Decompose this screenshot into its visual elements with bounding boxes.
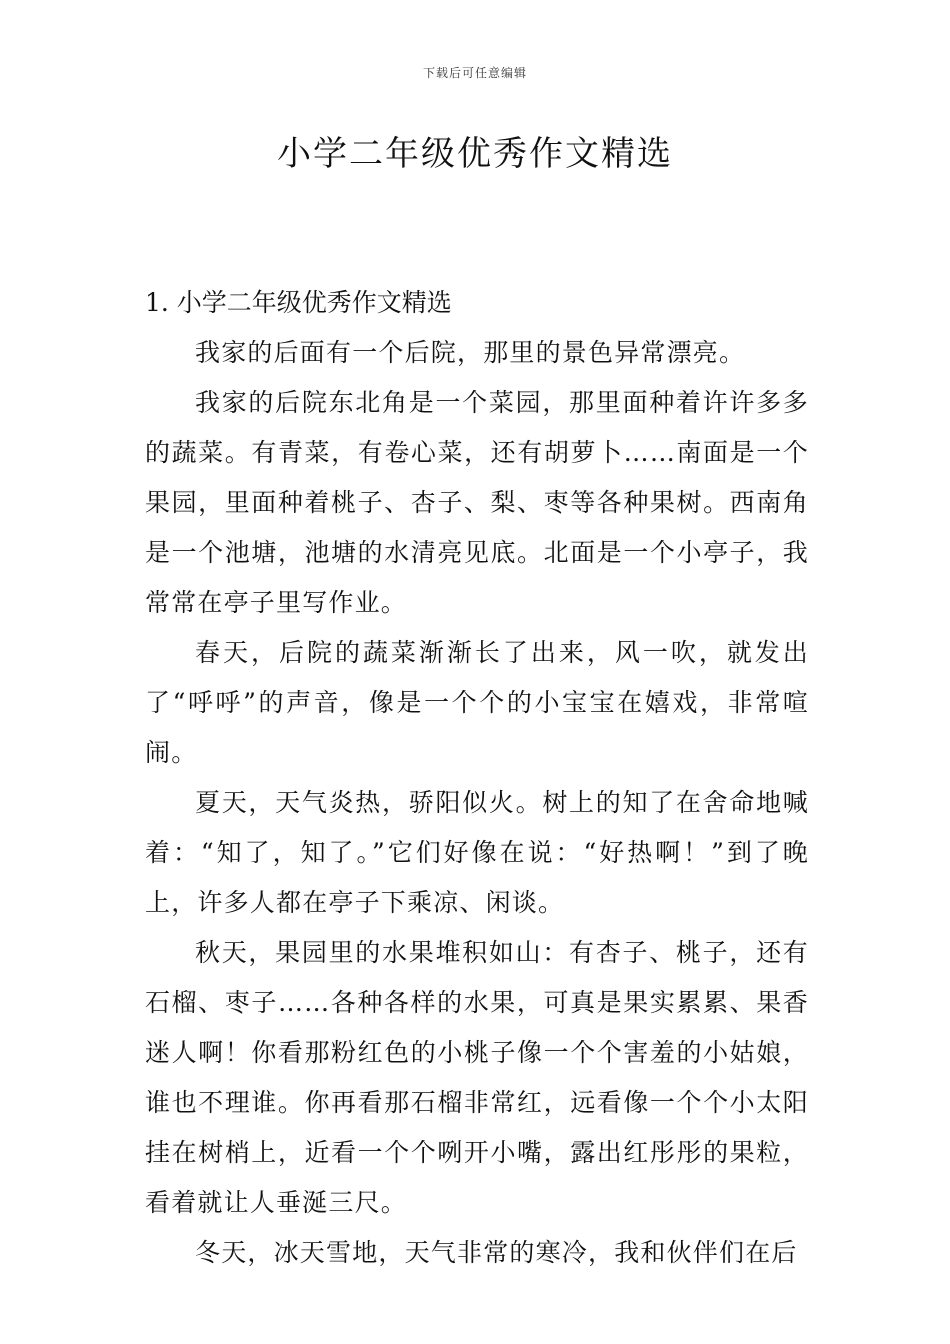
paragraph-summer: 夏天，天气炎热，骄阳似火。树上的知了在舍命地喊着：“知了，知了。”它们好像在说：“好热啊！”到了晚上，许多人都在亭子下乘凉、闲谈。 [145, 788, 809, 917]
paragraph-intro: 我家的后面有一个后院，那里的景色异常漂亮。 [195, 338, 746, 367]
section-heading: 1. 小学二年级优秀作文精选 [145, 288, 452, 317]
paragraph-autumn: 秋天，果园里的水果堆积如山：有杏子、桃子，还有石榴、枣子……各种各样的水果，可真是果实累累、果香迷人啊！你看那粉红色的小桃子像一个个害羞的小姑娘，谁也不理谁。你再看那石榴非常红，远看像一个个小太阳挂在树梢上，近看一个个咧开小嘴，露出红彤彤的果粒，看着就让人垂涎三尺。 [145, 938, 809, 1217]
document-title: 小学二年级优秀作文精选 [277, 134, 673, 174]
document-body [145, 278, 809, 1278]
paragraph-layout: 我家的后院东北角是一个菜园，那里面种着许许多多的蔬菜。有青菜，有卷心菜，还有胡萝卜……南面是一个果园，里面种着桃子、杏子、梨、枣等各种果树。西南角是一个池塘，池塘的水清亮见底。北面是一个小亭子，我常常在亭子里写作业。 [145, 388, 809, 617]
header-note: 下载后可任意编辑 [422, 66, 527, 80]
paragraph-spring: 春天，后院的蔬菜渐渐长了出来，风一吹，就发出了“呼呼”的声音，像是一个个的小宝宝在嬉戏，非常喧闹。 [145, 638, 809, 767]
paragraph-winter: 冬天，冰天雪地，天气非常的寒冷，我和伙伴们在后 [195, 1238, 798, 1267]
